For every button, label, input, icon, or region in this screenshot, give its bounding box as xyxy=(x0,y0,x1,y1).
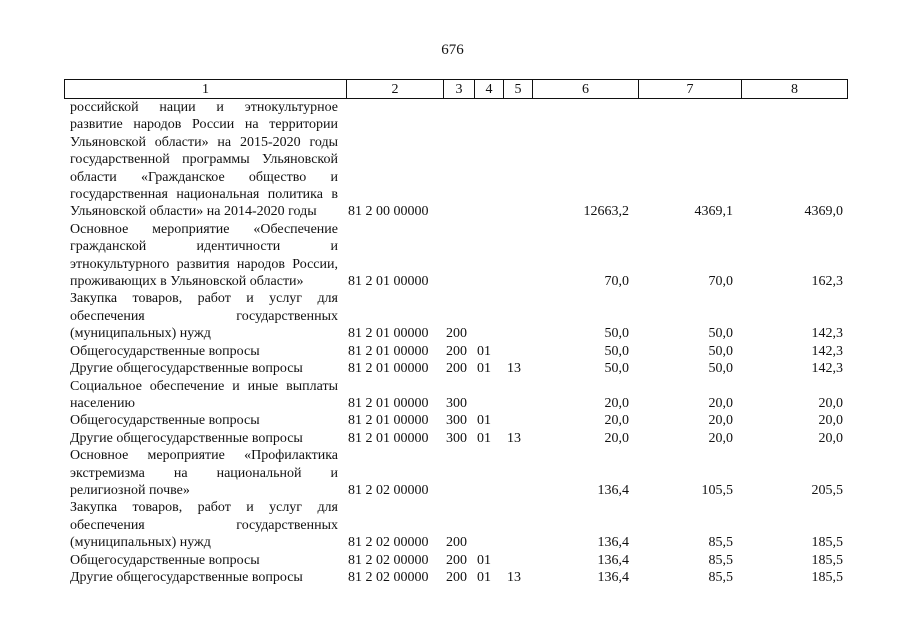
table-row xyxy=(0,552,905,569)
table-row xyxy=(0,430,905,447)
row-description: Основное мероприятие «Обеспечение гражданской идентичности и этнокультурного развития народов России, проживающих в Ульяновской области» xyxy=(70,221,338,290)
row-description: Другие общегосударственные вопросы xyxy=(70,361,303,377)
row-expense-type: 200 xyxy=(446,552,467,568)
row-amount-col6: 136,4 xyxy=(597,482,629,498)
row-amount-col6: 20,0 xyxy=(604,430,629,446)
row-amount-col8: 205,5 xyxy=(811,482,843,498)
row-target-code: 81 2 00 00000 xyxy=(348,204,429,220)
row-expense-type: 300 xyxy=(446,413,467,429)
row-amount-col8: 185,5 xyxy=(811,535,843,551)
row-section: 01 xyxy=(477,569,491,585)
row-amount-col6: 50,0 xyxy=(604,361,629,377)
row-amount-col7: 4369,1 xyxy=(694,204,733,220)
table-row xyxy=(0,99,905,221)
row-amount-col8: 142,3 xyxy=(811,326,843,342)
row-amount-col6: 70,0 xyxy=(604,274,629,290)
row-target-code: 81 2 01 00000 xyxy=(348,343,429,359)
row-description: Закупка товаров, работ и услуг для обеспечения государственных (муниципальных) нужд xyxy=(70,500,338,551)
row-target-code: 81 2 02 00000 xyxy=(348,535,429,551)
row-section: 01 xyxy=(477,343,491,359)
row-expense-type: 200 xyxy=(446,343,467,359)
header-column-5: 5 xyxy=(503,80,532,98)
row-target-code: 81 2 02 00000 xyxy=(348,569,429,585)
table-row xyxy=(0,290,905,342)
row-amount-col7: 85,5 xyxy=(708,569,733,585)
row-target-code: 81 2 01 00000 xyxy=(348,395,429,411)
row-expense-type: 200 xyxy=(446,326,467,342)
row-description: Общегосударственные вопросы xyxy=(70,552,260,568)
header-column-8: 8 xyxy=(741,80,847,98)
table-row xyxy=(0,447,905,499)
row-description: Закупка товаров, работ и услуг для обеспечения государственных (муниципальных) нужд xyxy=(70,291,338,342)
row-amount-col7: 20,0 xyxy=(708,430,733,446)
row-amount-col7: 50,0 xyxy=(708,361,733,377)
row-target-code: 81 2 01 00000 xyxy=(348,326,429,342)
row-amount-col8: 142,3 xyxy=(811,361,843,377)
header-column-6: 6 xyxy=(532,80,638,98)
row-amount-col7: 105,5 xyxy=(701,482,733,498)
table-row xyxy=(0,569,905,586)
table-header-row xyxy=(64,79,848,99)
table-row xyxy=(0,378,905,413)
row-description: Основное мероприятие «Профилактика экстремизма на национальной и религиозной почве» xyxy=(70,448,338,498)
row-expense-type: 300 xyxy=(446,395,467,411)
row-section: 01 xyxy=(477,430,491,446)
table-row xyxy=(0,360,905,377)
row-expense-type: 200 xyxy=(446,535,467,551)
row-amount-col7: 70,0 xyxy=(708,274,733,290)
row-subsection: 13 xyxy=(507,569,521,585)
header-column-1: 1 xyxy=(202,82,209,97)
row-description: Общегосударственные вопросы xyxy=(70,413,260,429)
row-amount-col7: 20,0 xyxy=(708,395,733,411)
row-amount-col7: 50,0 xyxy=(708,326,733,342)
row-amount-col7: 20,0 xyxy=(708,413,733,429)
row-target-code: 81 2 01 00000 xyxy=(348,430,429,446)
table-row xyxy=(0,343,905,360)
row-amount-col6: 20,0 xyxy=(604,413,629,429)
row-description: Общегосударственные вопросы xyxy=(70,343,260,359)
row-amount-col7: 85,5 xyxy=(708,552,733,568)
row-amount-col8: 20,0 xyxy=(818,430,843,446)
table-row xyxy=(0,412,905,429)
row-subsection: 13 xyxy=(507,361,521,377)
row-section: 01 xyxy=(477,361,491,377)
row-amount-col8: 185,5 xyxy=(811,569,843,585)
table-row xyxy=(0,499,905,551)
row-description: Социальное обеспечение и иные выплаты населению xyxy=(70,378,338,411)
table-body xyxy=(0,99,905,586)
row-description: Другие общегосударственные вопросы xyxy=(70,569,303,585)
row-expense-type: 200 xyxy=(446,569,467,585)
row-target-code: 81 2 01 00000 xyxy=(348,361,429,377)
header-column-7: 7 xyxy=(638,80,741,98)
row-amount-col8: 20,0 xyxy=(818,395,843,411)
table-row xyxy=(0,221,905,291)
page-number: 676 xyxy=(441,42,464,58)
row-amount-col8: 185,5 xyxy=(811,552,843,568)
row-section: 01 xyxy=(477,413,491,429)
row-amount-col6: 50,0 xyxy=(604,343,629,359)
row-target-code: 81 2 01 00000 xyxy=(348,413,429,429)
row-amount-col6: 136,4 xyxy=(597,552,629,568)
row-description: Другие общегосударственные вопросы xyxy=(70,430,303,446)
row-expense-type: 300 xyxy=(446,430,467,446)
header-column-3: 3 xyxy=(443,80,474,98)
row-amount-col6: 136,4 xyxy=(597,569,629,585)
row-amount-col7: 50,0 xyxy=(708,343,733,359)
row-target-code: 81 2 02 00000 xyxy=(348,552,429,568)
row-amount-col8: 142,3 xyxy=(811,343,843,359)
header-column-4: 4 xyxy=(474,80,503,98)
row-amount-col6: 50,0 xyxy=(604,326,629,342)
row-amount-col7: 85,5 xyxy=(708,535,733,551)
row-amount-col8: 162,3 xyxy=(811,274,843,290)
row-amount-col6: 12663,2 xyxy=(583,204,629,220)
row-section: 01 xyxy=(477,552,491,568)
row-expense-type: 200 xyxy=(446,361,467,377)
row-target-code: 81 2 02 00000 xyxy=(348,482,429,498)
row-target-code: 81 2 01 00000 xyxy=(348,274,429,290)
row-amount-col8: 4369,0 xyxy=(804,204,843,220)
row-amount-col8: 20,0 xyxy=(818,413,843,429)
row-description: российской нации и этнокультурное развитие народов России на территории Ульяновской области» на 2015-2020 годы государственной программы Ульяновской области «Гражданское общество и государственная национальная политика в Ульяновской области» на 2014-2020 годы xyxy=(70,100,338,220)
header-column-2: 2 xyxy=(346,80,443,98)
row-subsection: 13 xyxy=(507,430,521,446)
row-amount-col6: 136,4 xyxy=(597,535,629,551)
row-amount-col6: 20,0 xyxy=(604,395,629,411)
